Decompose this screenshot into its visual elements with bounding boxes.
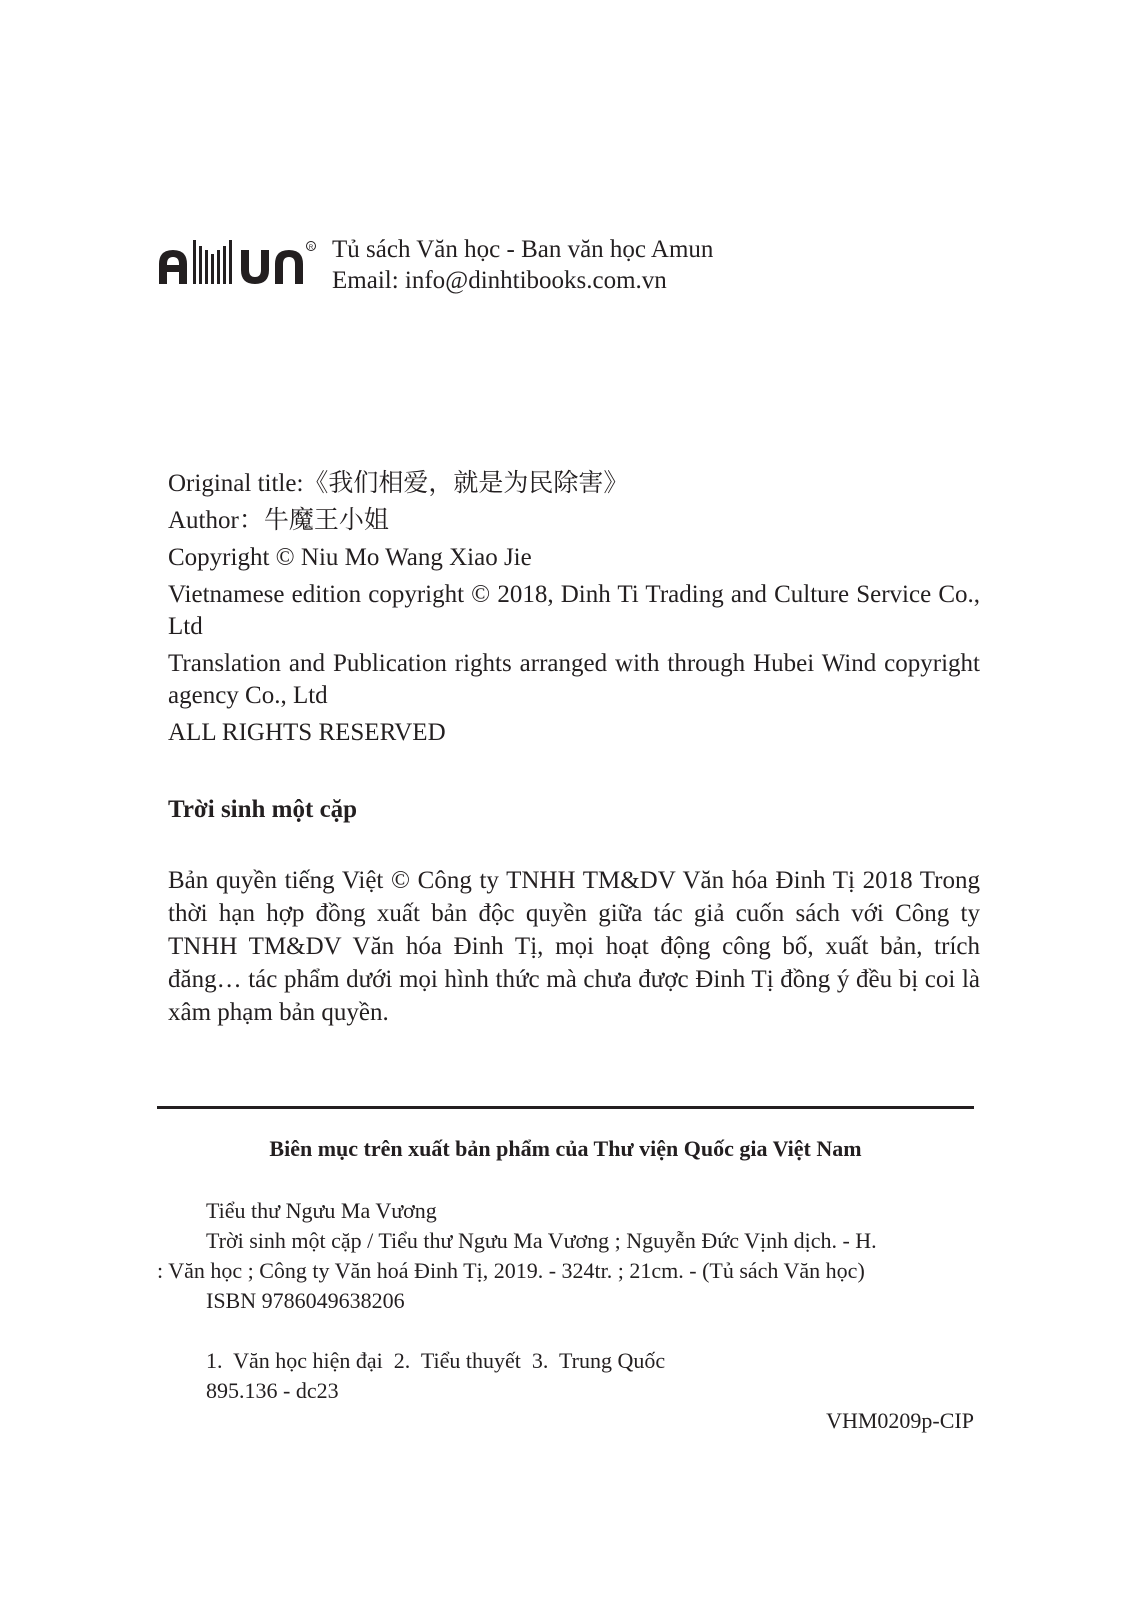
author-line: Author：牛魔王小姐 — [168, 507, 389, 534]
amun-logo — [157, 236, 317, 296]
original-title: Original title:《我们相爱，就是为民除害》 — [168, 470, 629, 497]
cip-classification: 895.136 - dc23 — [206, 1378, 339, 1403]
cip-heading: Biên mục trên xuất bản phẩm của Thư viện Quốc gia Việt Nam — [269, 1136, 862, 1161]
cip-spacer — [157, 1316, 974, 1346]
rights-block — [168, 468, 980, 754]
imprint-email: Email: info@dinhtibooks.com.vn — [332, 267, 667, 294]
vn-edition-line: Vietnamese edition copyright © 2018, Dinh Ti Trading and Culture Service Co., Ltd — [168, 581, 980, 640]
svg-text:R: R — [308, 245, 314, 251]
cip-entry-continued: : Văn học ; Công ty Văn hoá Đinh Tị, 2019. - 324tr. ; 21cm. - (Tủ sách Văn học) — [157, 1258, 865, 1283]
cip-subjects: 1. Văn học hiện đại 2. Tiểu thuyết 3. Trung Quốc — [206, 1348, 666, 1373]
book-title: Trời sinh một cặp — [168, 796, 358, 823]
cip-isbn: ISBN 9786049638206 — [206, 1288, 405, 1313]
cip-author: Tiểu thư Ngưu Ma Vương — [206, 1198, 437, 1223]
all-rights-reserved: ALL RIGHTS RESERVED — [168, 719, 446, 746]
header-imprint — [332, 234, 713, 296]
vietnamese-copyright-notice: Bản quyền tiếng Việt © Công ty TNHH TM&DV Văn hóa Đinh Tị 2018 Trong thời hạn hợp đồng xuất bản độc quyền giữa tác giả cuốn sách với Công ty TNHH TM&DV Văn hóa Đinh Tị, mọi hoạt động công bố, xuất bản, trích đăng… tác phẩm dưới mọi hình thức mà chưa được Đinh Tị đồng ý đều bị coi là xâm phạm bản quyền. — [168, 867, 980, 1026]
copyright-line: Copyright © Niu Mo Wang Xiao Jie — [168, 544, 532, 571]
translation-rights: Translation and Publication rights arranged with through Hubei Wind copyright agency Co., Ltd — [168, 650, 980, 709]
cip-code: VHM0209p-CIP — [826, 1408, 974, 1433]
cip-record — [157, 1196, 974, 1406]
section-divider — [157, 1106, 974, 1109]
imprint-line: Tủ sách Văn học - Ban văn học Amun — [332, 236, 714, 263]
cip-entry: Trời sinh một cặp / Tiểu thư Ngưu Ma Vương ; Nguyễn Đức Vịnh dịch. - H. — [206, 1228, 877, 1253]
